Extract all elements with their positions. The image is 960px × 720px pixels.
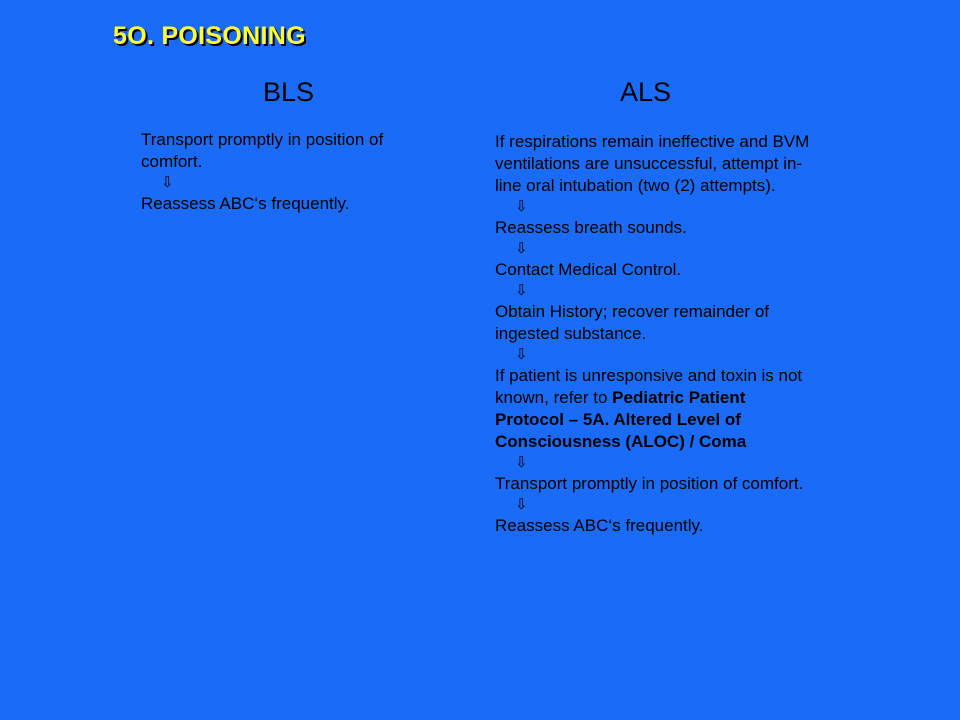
down-arrow-icon: ⇩ xyxy=(515,454,528,471)
als-step-unresponsive xyxy=(495,365,815,453)
bls-heading: BLS xyxy=(263,77,315,107)
down-arrow-icon: ⇩ xyxy=(161,174,174,191)
down-arrow-icon: ⇩ xyxy=(515,346,528,363)
als-step-history: Obtain History; recover remainder of ingested substance. xyxy=(495,302,769,343)
als-step-breath-sounds: Reassess breath sounds. xyxy=(495,218,687,237)
bls-step-reassess: Reassess ABC‘s frequently. xyxy=(141,194,350,213)
protocol-reference: Pediatric Patient Protocol – 5A. Altered Level of Consciousness (ALOC) / Coma xyxy=(495,388,747,451)
als-flow xyxy=(495,131,815,537)
als-step-intubation: If respirations remain ineffective and BVM ventilations are unsuccessful, attempt in-line oral intubation (two (2) attempts). xyxy=(495,132,810,195)
als-step-transport: Transport promptly in position of comfort. xyxy=(495,474,804,493)
als-step-reassess: Reassess ABC‘s frequently. xyxy=(495,516,704,535)
als-step-unresponsive-text: If patient is unresponsive and toxin is not known, refer to xyxy=(495,366,803,407)
down-arrow-icon: ⇩ xyxy=(515,240,528,257)
down-arrow-icon: ⇩ xyxy=(515,282,528,299)
bls-flow xyxy=(141,129,441,215)
als-heading: ALS xyxy=(620,77,672,107)
slide-title: 5O. POISONING xyxy=(113,22,306,50)
down-arrow-icon: ⇩ xyxy=(515,198,528,215)
als-step-medical-control: Contact Medical Control. xyxy=(495,260,682,279)
down-arrow-icon: ⇩ xyxy=(515,496,528,513)
bls-step-transport: Transport promptly in position of comfort. xyxy=(141,130,384,171)
